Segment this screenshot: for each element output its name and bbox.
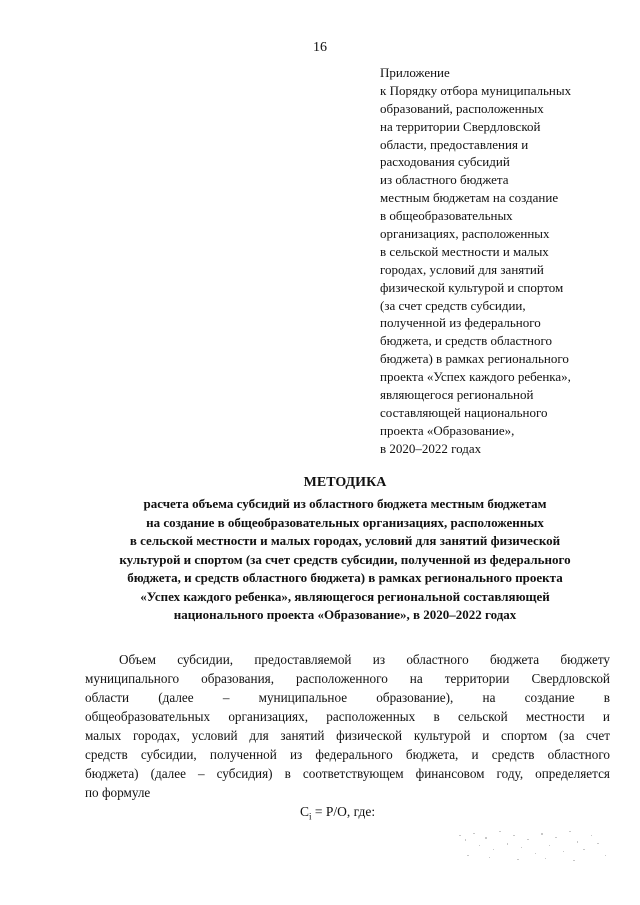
appendix-line: в 2020–2022 годах: [380, 440, 482, 456]
body-line: по формуле: [85, 785, 151, 800]
appendix-line: (за счет средств субсидии,: [380, 297, 526, 313]
subtitle-line: «Успех каждого ребенка», являющегося региональной составляющей: [140, 588, 550, 604]
appendix-line: физической культурой и спортом: [380, 279, 564, 295]
appendix-line: в общеобразовательных: [380, 208, 513, 224]
subtitle-line: национального проекта «Образование», в 2020–2022 годах: [173, 607, 517, 622]
subtitle-line: расчета объема субсидий из областного бюджета местным бюджетам: [143, 496, 547, 511]
appendix-line: организациях, расположенных: [380, 226, 550, 242]
appendix-line: составляющей национального: [380, 404, 548, 420]
appendix-block: [380, 64, 630, 458]
appendix-line: области, предоставления и: [380, 136, 529, 152]
appendix-line: к Порядку отбора муниципальных: [380, 82, 572, 98]
body-line: бюджета) (далее – субсидия) в соответствующем финансовом году, определяется: [85, 766, 610, 781]
body-paragraph: [85, 650, 610, 802]
appendix-line: расходования субсидий: [380, 154, 510, 170]
appendix-line: городах, условий для занятий: [380, 261, 544, 277]
subtitle-line: культурой и спортом (за счет средств субсидии, полученной из федерального: [119, 551, 571, 567]
subtitle-line: в сельской местности и малых городах, условий для занятий физической: [129, 533, 561, 548]
appendix-line: на территории Свердловской: [380, 118, 541, 134]
subtitle-line: на создание в общеобразовательных организациях, расположенных: [146, 514, 544, 530]
formula: [300, 804, 375, 822]
appendix-line: из областного бюджета: [380, 172, 509, 188]
appendix-line: образований, расположенных: [380, 100, 544, 116]
formula-symbol: С: [300, 804, 310, 819]
subtitle-line: бюджета, и средств областного бюджета) в рамках регионального проекта: [127, 570, 563, 585]
body-line: Объем субсидии, предоставляемой из областного бюджета бюджету: [119, 652, 610, 667]
body-line: муниципального образования, расположенного на территории Свердловской: [85, 671, 610, 686]
appendix-line: проекта «Успех каждого ребенка»,: [380, 369, 571, 385]
body-line: малых городах, условий для занятий физической культурой и спортом (за счет: [85, 728, 610, 743]
document-subtitle: [60, 495, 630, 625]
scan-noise: [455, 825, 615, 865]
page-number: 16: [313, 40, 327, 55]
appendix-line: проекта «Образование»,: [380, 422, 515, 438]
body-line: области (далее – муниципальное образование), на создание в: [85, 690, 610, 705]
body-line: общеобразовательных организациях, расположенных в сельской местности и: [85, 709, 610, 724]
formula-subscript: i: [309, 811, 312, 822]
appendix-line: Приложение: [380, 65, 450, 80]
appendix-line: бюджета, и средств областного: [380, 333, 552, 349]
appendix-line: местным бюджетам на создание: [380, 190, 559, 206]
appendix-line: являющегося региональной: [380, 387, 534, 403]
appendix-line: полученной из федерального: [380, 315, 541, 331]
body-line: средств субсидии, полученной из федерального бюджета, и средств областного: [85, 747, 610, 762]
document-title: МЕТОДИКА: [303, 475, 387, 490]
formula-expression: = Р/О, где:: [311, 804, 376, 819]
appendix-line: бюджета) в рамках регионального: [380, 351, 569, 367]
appendix-line: в сельской местности и малых: [380, 243, 549, 259]
